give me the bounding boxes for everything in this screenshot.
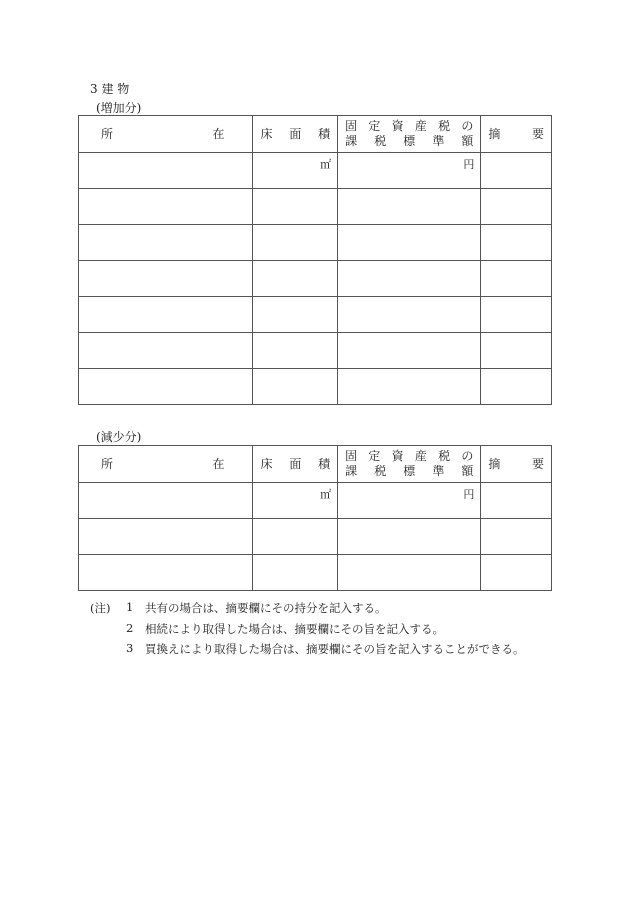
table-row <box>79 519 552 555</box>
remarks-cell[interactable] <box>481 483 552 519</box>
tax-base-cell[interactable] <box>338 261 481 297</box>
note-number: 3 <box>126 641 134 655</box>
tax-base-cell[interactable] <box>338 555 481 591</box>
floor-area-cell[interactable] <box>253 225 338 261</box>
header-text: 床面積 <box>260 126 331 141</box>
table-row <box>79 153 552 189</box>
yen-unit: 円 <box>463 158 475 171</box>
decrease-label: (減少分) <box>96 430 142 444</box>
header-text: 摘要 <box>488 126 544 141</box>
header-location <box>79 446 253 483</box>
increase-table <box>78 115 552 405</box>
increase-label: (増加分) <box>96 101 142 115</box>
floor-area-cell[interactable] <box>253 369 338 405</box>
tax-base-cell[interactable] <box>338 153 481 189</box>
header-row <box>79 116 552 153</box>
remarks-cell[interactable] <box>481 189 552 225</box>
table-row <box>79 189 552 225</box>
decrease-table <box>78 445 552 591</box>
location-cell[interactable] <box>79 555 253 591</box>
remarks-cell[interactable] <box>481 225 552 261</box>
location-cell[interactable] <box>79 261 253 297</box>
table-row <box>79 261 552 297</box>
header-text: 固定資産税の <box>345 449 474 463</box>
location-cell[interactable] <box>79 483 253 519</box>
note-number: 2 <box>126 621 134 635</box>
table-row <box>79 333 552 369</box>
floor-area-cell[interactable] <box>253 333 338 369</box>
location-cell[interactable] <box>79 369 253 405</box>
floor-area-cell[interactable] <box>253 189 338 225</box>
header-text: 課税標準額 <box>345 134 474 148</box>
location-cell[interactable] <box>79 333 253 369</box>
remarks-cell[interactable] <box>481 333 552 369</box>
floor-area-cell[interactable] <box>253 261 338 297</box>
header-text: 床面積 <box>260 456 331 471</box>
header-tax-base <box>338 116 481 153</box>
table-row <box>79 297 552 333</box>
table-row <box>79 369 552 405</box>
location-cell[interactable] <box>79 225 253 261</box>
note-number: 1 <box>126 600 134 614</box>
table-row <box>79 483 552 519</box>
note-text: 買換えにより取得した場合は、摘要欄にその旨を記入することができる。 <box>145 642 525 656</box>
remarks-cell[interactable] <box>481 519 552 555</box>
floor-area-cell[interactable] <box>253 483 338 519</box>
header-floor-area <box>253 116 338 153</box>
floor-area-cell[interactable] <box>253 519 338 555</box>
remarks-cell[interactable] <box>481 297 552 333</box>
tax-base-cell[interactable] <box>338 333 481 369</box>
remarks-cell[interactable] <box>481 369 552 405</box>
floor-area-cell[interactable] <box>253 555 338 591</box>
header-text: 所在 <box>101 126 225 141</box>
remarks-cell[interactable] <box>481 153 552 189</box>
table-row <box>79 225 552 261</box>
header-text: 課税標準額 <box>345 464 474 478</box>
notes-label: (注) <box>90 601 111 615</box>
tax-base-cell[interactable] <box>338 297 481 333</box>
floor-area-cell[interactable] <box>253 153 338 189</box>
header-text: 所在 <box>101 456 225 471</box>
header-text: 固定資産税の <box>345 119 474 133</box>
header-tax-base <box>338 446 481 483</box>
section-title: 3 建 物 <box>90 82 130 96</box>
location-cell[interactable] <box>79 519 253 555</box>
table-row <box>79 555 552 591</box>
header-remarks <box>481 116 552 153</box>
remarks-cell[interactable] <box>481 555 552 591</box>
floor-area-cell[interactable] <box>253 297 338 333</box>
location-cell[interactable] <box>79 153 253 189</box>
location-cell[interactable] <box>79 189 253 225</box>
square-meter-unit: ㎡ <box>320 488 332 501</box>
location-cell[interactable] <box>79 297 253 333</box>
header-row <box>79 446 552 483</box>
tax-base-cell[interactable] <box>338 519 481 555</box>
note-text: 共有の場合は、摘要欄にその持分を記入する。 <box>145 601 387 615</box>
header-remarks <box>481 446 552 483</box>
tax-base-cell[interactable] <box>338 369 481 405</box>
note-text: 相続により取得した場合は、摘要欄にその旨を記入する。 <box>145 622 444 636</box>
header-location <box>79 116 253 153</box>
header-floor-area <box>253 446 338 483</box>
tax-base-cell[interactable] <box>338 225 481 261</box>
tax-base-cell[interactable] <box>338 189 481 225</box>
yen-unit: 円 <box>463 488 475 501</box>
header-text: 摘要 <box>488 456 544 471</box>
square-meter-unit: ㎡ <box>320 158 332 171</box>
tax-base-cell[interactable] <box>338 483 481 519</box>
remarks-cell[interactable] <box>481 261 552 297</box>
